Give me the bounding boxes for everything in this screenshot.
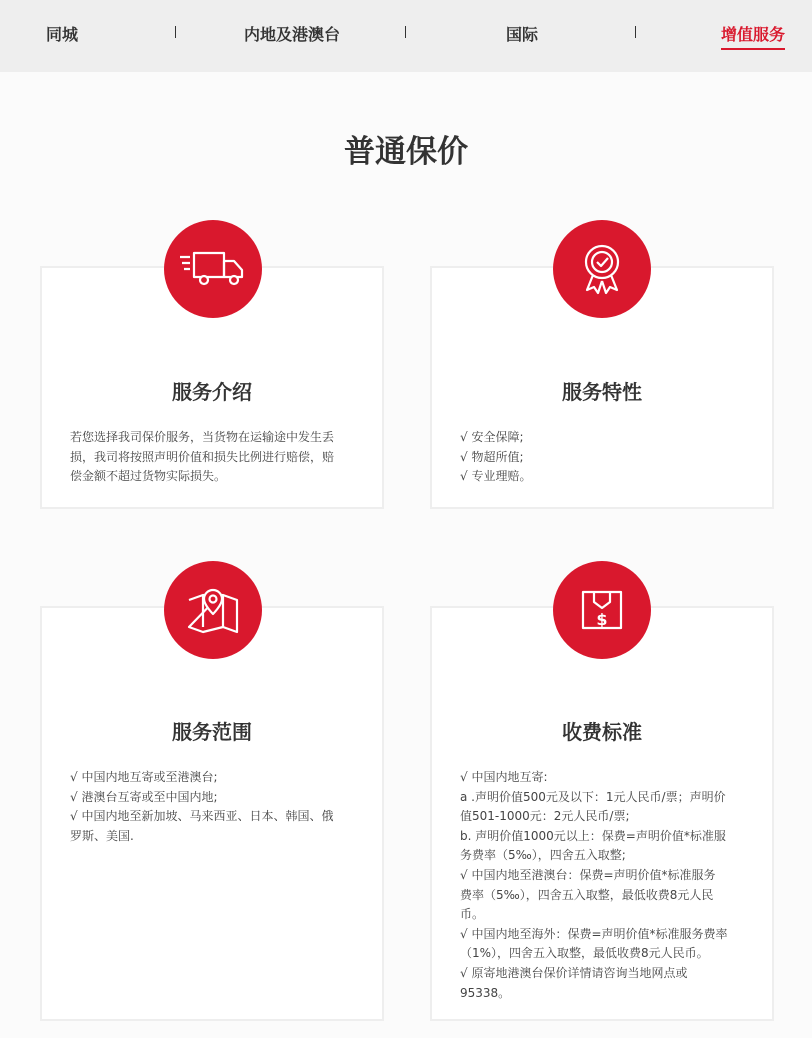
text-line: √ 原寄地港澳台保价详情请咨询当地网点或 (460, 965, 688, 980)
nav-divider (405, 26, 406, 38)
text-line: √ 中国内地互寄: (460, 770, 548, 784)
nav-tab-international[interactable]: 国际 (506, 25, 539, 44)
price-tag-dollar-icon (553, 561, 651, 659)
text-line: √ 专业理赔。 (460, 469, 532, 484)
card-title: 服务介绍 (172, 380, 252, 404)
text-line: b. 声明价值1000元以上：保费=声明价值*标准服 (460, 828, 726, 843)
page-title: 普通保价 (344, 134, 468, 170)
text-line: √ 安全保障; (460, 430, 524, 444)
map-pin-icon (164, 561, 262, 659)
text-line: 务费率（5‰），四舍五入取整; (460, 848, 626, 863)
text-line: √ 港澳台互寄或至中国内地; (70, 789, 218, 804)
text-line: 若您选择我司保价服务，当货物在运输途中发生丢 (70, 430, 335, 444)
svg-text:$: $ (596, 610, 608, 629)
text-line: √ 中国内地互寄或至港澳台; (70, 770, 218, 784)
card-body (70, 428, 334, 487)
text-line: √ 中国内地至海外：保费=声明价值*标准服务费率 (460, 926, 728, 941)
text-line: 罗斯、美国. (70, 828, 134, 843)
award-ribbon-icon (553, 220, 651, 318)
card-body (70, 768, 333, 846)
text-line: 值501-1000元：2元人民币/票; (460, 809, 630, 824)
nav-divider (175, 26, 176, 38)
nav-tab-value-added-services[interactable]: 增值服务 (721, 22, 785, 50)
card-body (460, 428, 531, 487)
text-line: √ 中国内地至港澳台：保费=声明价值*标准服务 (460, 867, 716, 882)
text-line: 损，我司将按照声明价值和损失比例进行赔偿，赔 (70, 449, 335, 464)
card-body (460, 768, 728, 1003)
fee-standard-card (430, 606, 774, 1021)
nav-divider (635, 26, 636, 38)
text-line: 费率（5‰），四舍五入取整，最低收费8元人民 (460, 887, 714, 902)
text-line: 币。 (460, 907, 485, 922)
card-title: 收费标准 (562, 720, 642, 744)
text-line: a .声明价值500元及以下：1元人民币/票；声明价 (460, 789, 726, 804)
nav-tab-mainland-hk-macao-taiwan[interactable]: 内地及港澳台 (244, 25, 341, 44)
text-line: √ 中国内地至新加坡、马来西亚、日本、韩国、俄 (70, 809, 334, 824)
card-title: 服务特性 (562, 380, 642, 404)
text-line: 偿金额不超过货物实际损失。 (70, 469, 227, 484)
top-nav (0, 0, 812, 72)
card-title: 服务范围 (172, 720, 252, 744)
nav-tab-same-city[interactable]: 同城 (46, 25, 79, 44)
text-line: （1%），四舍五入取整，最低收费8元人民币。 (460, 946, 709, 961)
service-scope-card (40, 606, 384, 1021)
text-line: 95338。 (460, 985, 511, 1000)
text-line: √ 物超所值; (460, 449, 524, 464)
delivery-truck-icon (164, 220, 262, 318)
